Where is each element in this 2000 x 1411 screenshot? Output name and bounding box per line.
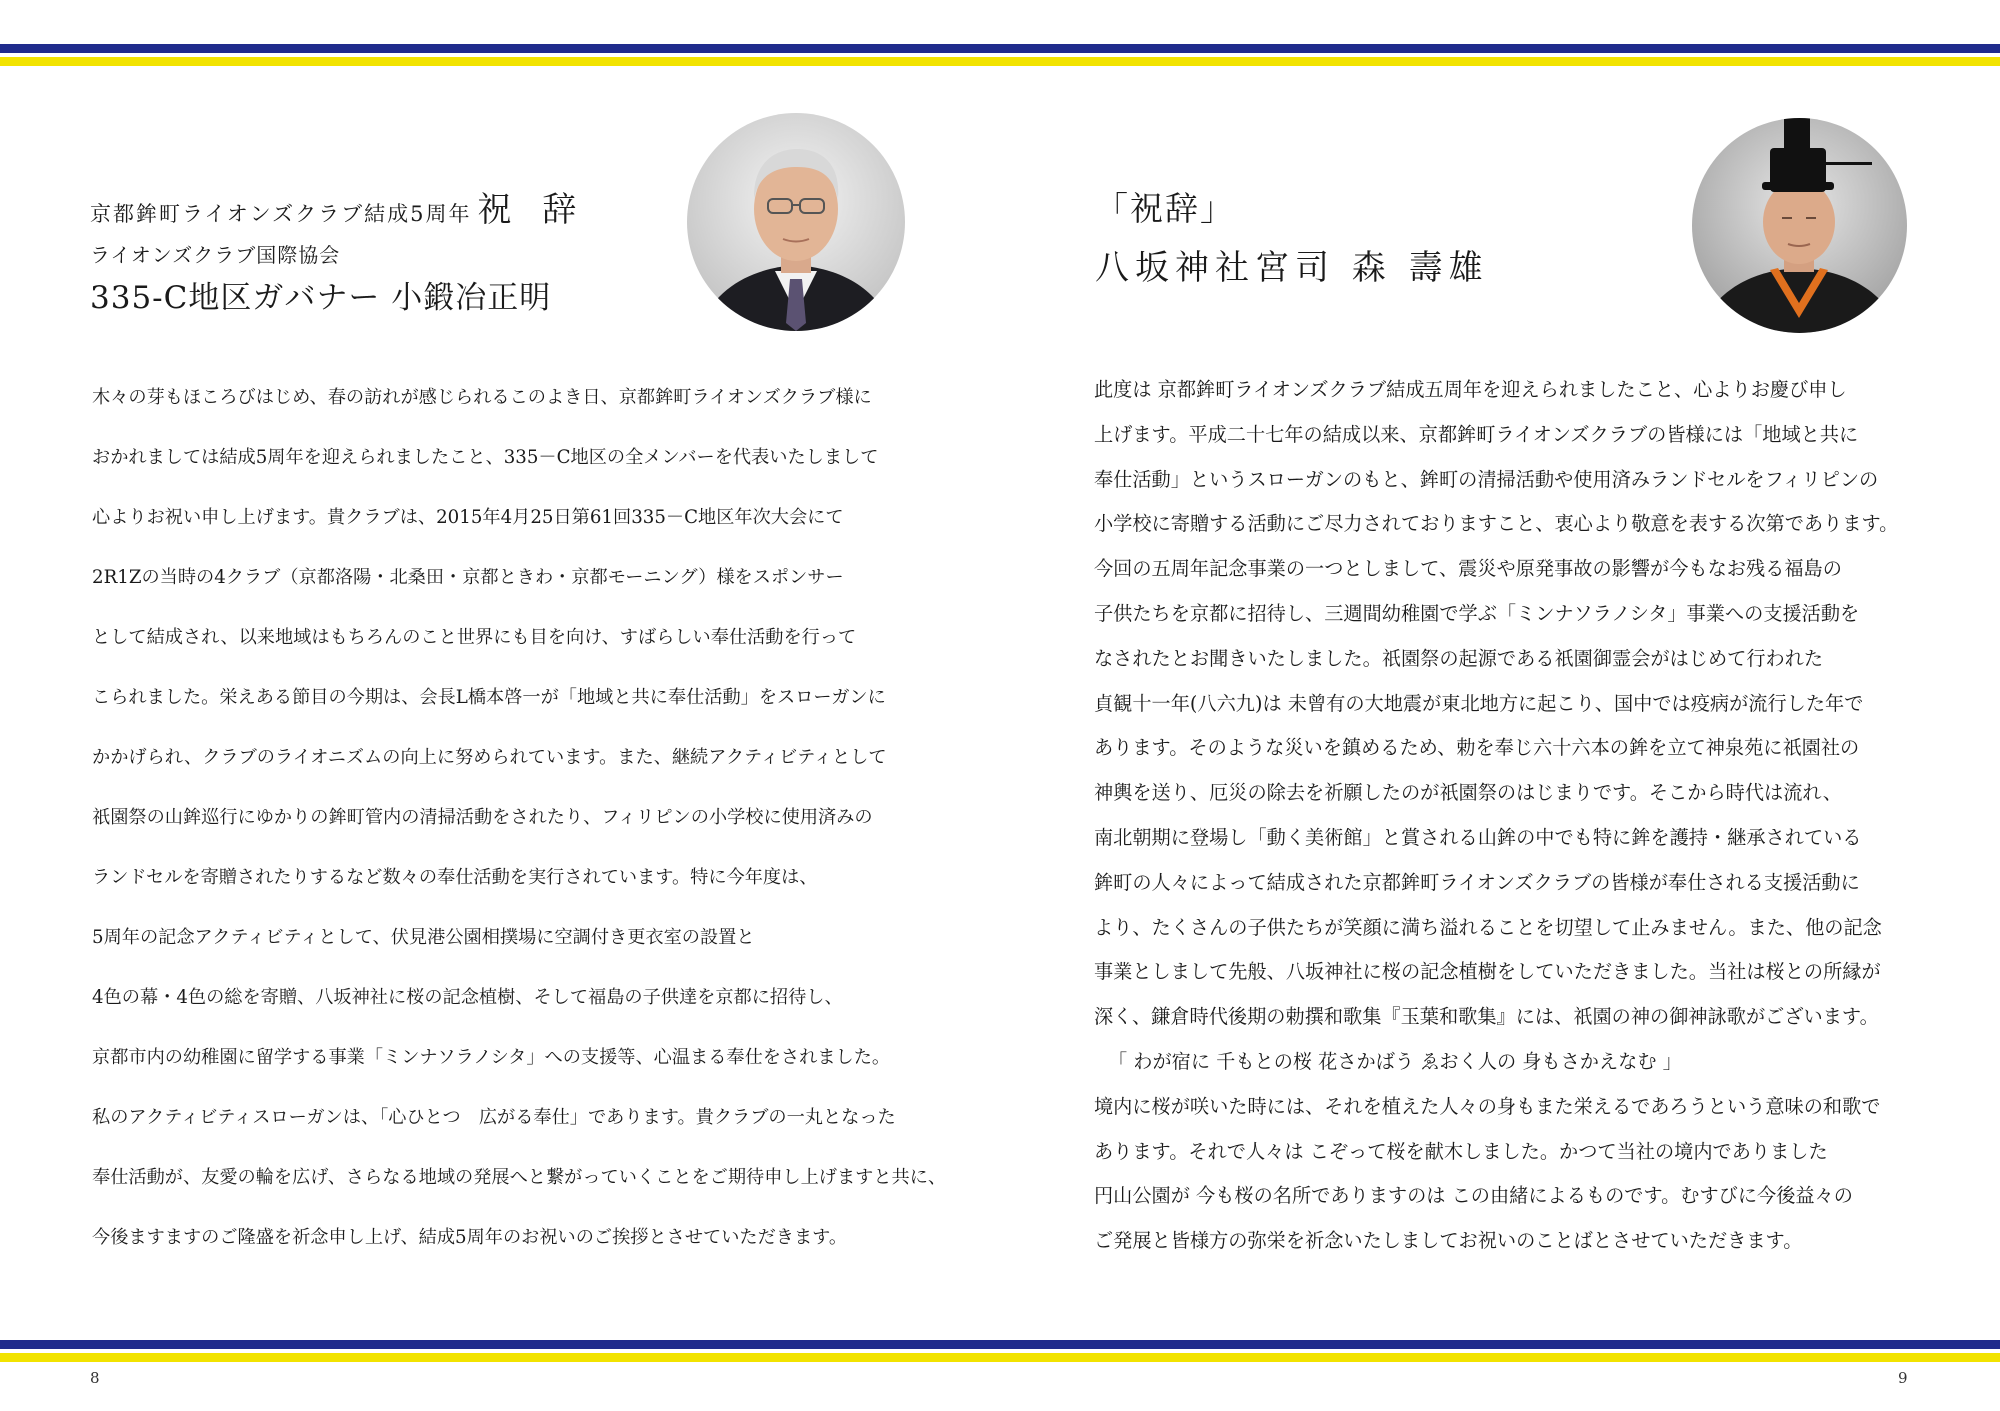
body-line: 祇園祭の山鉾巡行にゆかりの鉾町管内の清掃活動をされたり、フィリピンの小学校に使用済みの [92,807,873,828]
body-line: こられました。栄えある節目の今期は、会長L橋本啓一が「地域と共に奉仕活動」をスローガンに [92,687,886,708]
body-line: 5周年の記念アクティビティとして、伏見港公園相撲場に空調付き更衣室の設置と [92,927,755,948]
body-line: 4色の幕・4色の総を寄贈、八坂神社に桜の記念植樹、そして福島の子供達を京都に招待し、 [92,987,843,1008]
body-line: 事業としまして先般、八坂神社に桜の記念植樹をしていただきました。当社は桜との所縁が [1094,960,1881,984]
body-line: 此度は 京都鉾町ライオンズクラブ結成五周年を迎えられましたこと、心よりお慶び申し [1094,378,1847,401]
body-line: 心よりお祝い申し上げます。貴クラブは、2015年4月25日第61回335－C地区年次大会にて [92,507,844,528]
body-line: 小学校に寄贈する活動にご尽力されておりますこと、衷心より敬意を表する次第であります。 [1094,512,1899,536]
bottom-stripe [0,1340,2000,1362]
body-line: 鉾町の人々によって結成された京都鉾町ライオンズクラブの皆様が奉仕される支援活動に [1094,870,1860,894]
body-line: 深く、鎌倉時代後期の勅撰和歌集『玉葉和歌集』には、祇園の神の御神詠歌がございます。 [1094,1005,1879,1029]
right-body-text [1094,368,1912,1264]
body-line: 境内に桜が咲いた時には、それを植えた人々の身もまた栄えるであろうという意味の和歌で [1094,1094,1881,1118]
body-line: 木々の芽もほころびはじめ、春の訪れが感じられるこのよき日、京都鉾町ライオンズクラブ様に [92,387,872,408]
body-line: 上げます。平成二十七年の結成以来、京都鉾町ライオンズクラブの皆様には「地域と共に [1094,422,1859,446]
page-number-right: 9 [1898,1369,1908,1387]
portrait-right-svg [1692,118,1907,333]
left-heading [90,182,586,317]
right-heading [1095,183,1489,289]
top-stripe [0,44,2000,66]
body-line: 南北朝期に登場し「動く美術館」と賞される山鉾の中でも特に鉾を護持・継承されている [1094,825,1862,849]
left-body-text [92,368,947,1268]
left-heading-line1 [90,182,586,231]
body-line: 奉仕活動」というスローガンのもと、鉾町の清掃活動や使用済みランドセルをフィリピンの [1094,467,1879,491]
body-line: 奉仕活動が、友愛の輪を広げ、さらなる地域の発展へと繋がっていくことをご期待申し上げますと共に、 [92,1167,947,1188]
body-line: ご発展と皆様方の弥栄を祈念いたしましてお祝いのことばとさせていただきます。 [1094,1229,1803,1253]
left-heading-title: 祝 辞 [477,190,587,230]
body-line: おかれましては結成5周年を迎えられましたこと、335－C地区の全メンバーを代表いたしまして [92,447,879,468]
portrait-left-svg [687,113,905,331]
body-line: 神輿を送り、厄災の除去を祈願したのが祇園祭のはじまりです。そこから時代は流れ、 [1094,781,1842,805]
body-line: 今後ますますのご隆盛を祈念申し上げ、結成5周年のお祝いのご挨拶とさせていただきます。 [92,1227,848,1248]
body-line: として結成され、以来地域はもちろんのこと世界にも目を向け、すばらしい奉仕活動を行って [92,627,857,648]
body-line: あります。そのような災いを鎮めるため、勅を奉じ六十六本の鉾を立て神泉苑に祇園社の [1094,736,1860,760]
body-line: ランドセルを寄贈されたりするなど数々の奉仕活動を実行されています。特に今年度は、 [92,867,818,888]
body-line: より、たくさんの子供たちが笑顔に満ち溢れることを切望して止みません。また、他の記念 [1094,915,1882,939]
body-line: 円山公園が 今も桜の名所でありますのは この由緒によるものです。むすびに今後益々の [1094,1184,1853,1208]
body-line: 私のアクティビティスローガンは、「心ひとつ 広がる奉仕」であります。貴クラブの一丸となった [92,1107,896,1128]
left-heading-organization: ライオンズクラブ国際協会 [90,243,341,267]
body-line: なされたとお聞きいたしました。祇園祭の起源である祇園御霊会がはじめて行われた [1094,646,1824,670]
portrait-photo-right [1692,118,1907,333]
body-line: 京都市内の幼稚園に留学する事業「ミンナソラノシタ」への支援等、心温まる奉仕をされました。 [92,1047,891,1068]
body-line: 2R1Zの当時の4クラブ（京都洛陽・北桑田・京都ときわ・京都モーニング）様をスポンサー [92,567,844,588]
body-line: 貞観十一年(八六九)は 未曾有の大地震が東北地方に起こり、国中では疫病が流行した年で [1094,691,1864,715]
right-heading-author: 八坂神社宮司 森 壽雄 [1095,248,1489,288]
body-line: 子供たちを京都に招待し、三週間幼稚園で学ぶ「ミンナソラノシタ」事業への支援活動を [1094,601,1860,625]
left-heading-prefix: 京都鉾町ライオンズクラブ結成5周年 [90,202,472,226]
body-line: かかげられ、クラブのライオニズムの向上に努められています。また、継続アクティビティとして [92,747,887,768]
page-number-left: 8 [90,1369,100,1387]
left-heading-author: 335-C地区ガバナー 小鍛冶正明 [90,280,552,316]
body-line: 今回の五周年記念事業の一つとしまして、震災や原発事故の影響が今もなお残る福島の [1094,557,1842,581]
right-heading-title: 「祝辞」 [1095,189,1235,228]
poem-line: 「 わが宿に 千もとの桜 花さかばう ゑおく人の 身もさかえなむ 」 [1108,1049,1682,1073]
body-line: あります。それで人々は こぞって桜を献木しました。かつて当社の境内でありました [1094,1139,1828,1163]
portrait-photo-left [687,113,905,331]
